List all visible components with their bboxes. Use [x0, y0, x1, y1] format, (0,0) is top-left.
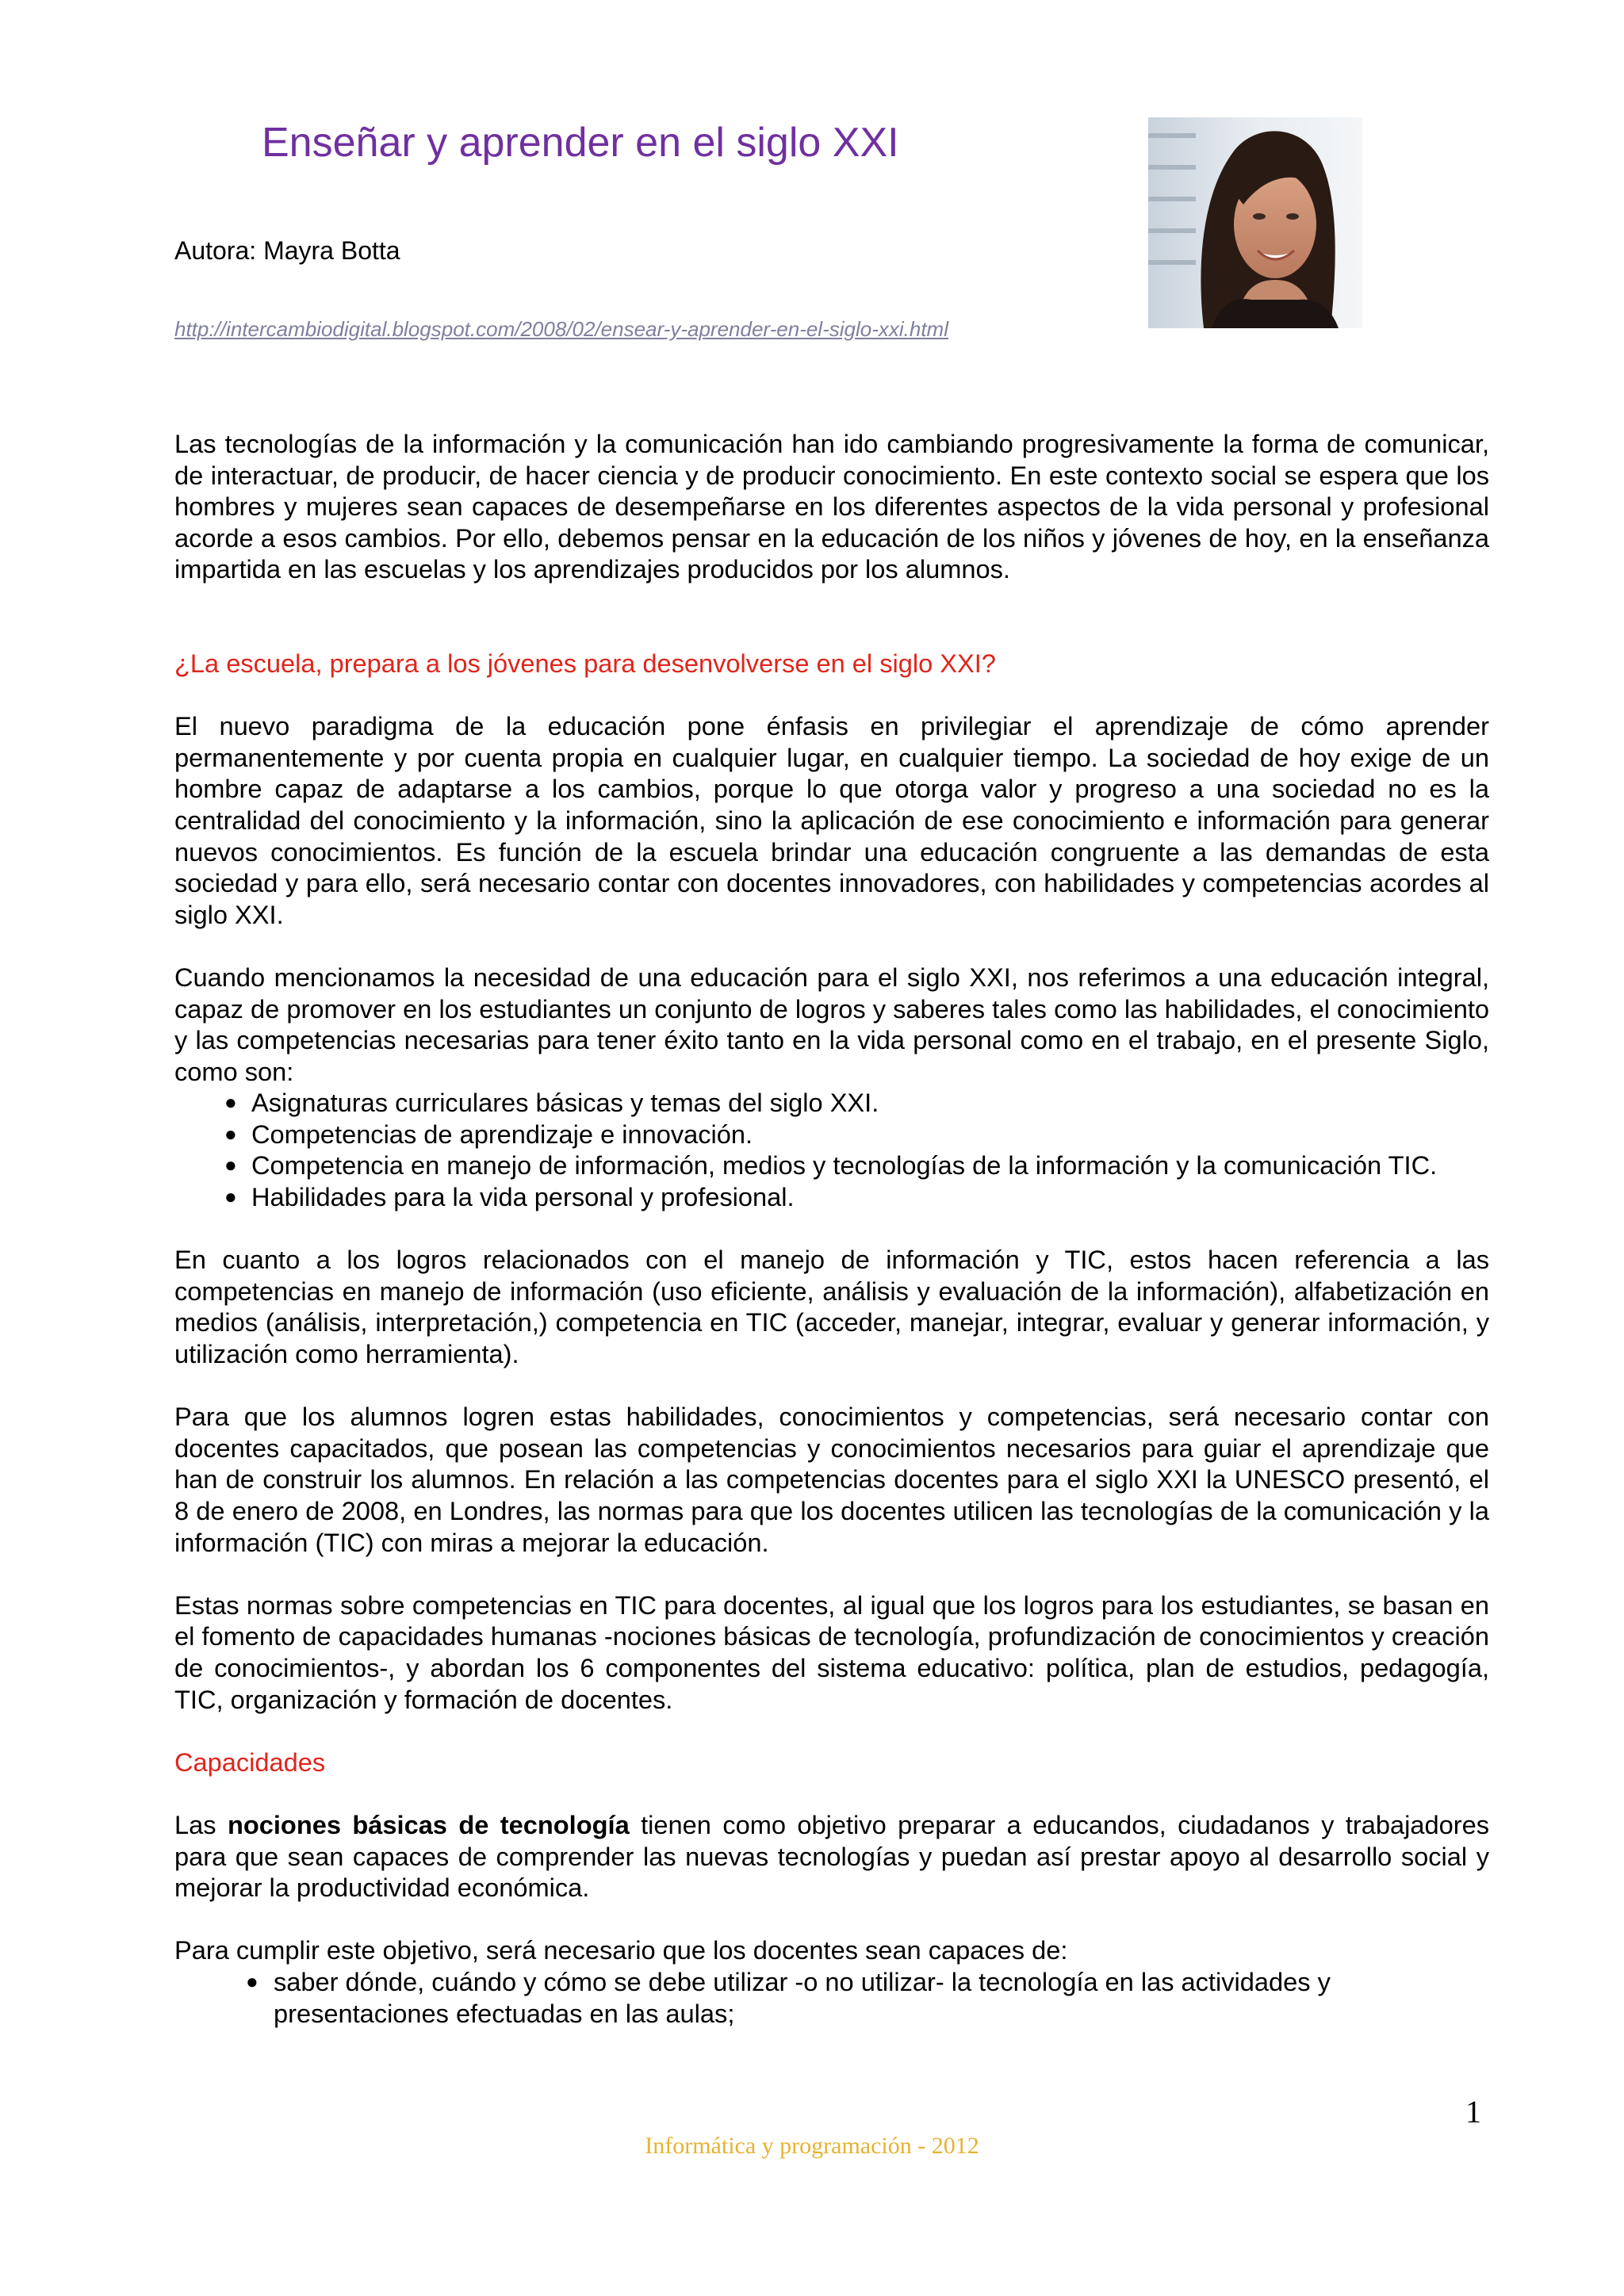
paragraph-unesco: Para que los alumnos logren estas habilidades, conocimientos y competencias, será necesario contar con docentes capacitados, que posean las competencias y conocimientos necesarios para guiar el aprendizaje que han de construir los alumnos. En relación a las competencias docentes para el siglo XXI la UNESCO presentó, el 8 de enero de 2008, en Londres, las normas para que los docentes utilicen las tecnologías de la comunicación y la información (TIC) con miras a mejorar la educación.	[174, 1402, 1489, 1557]
bullet-icon: ●	[246, 1969, 259, 1993]
page-number: 1	[1465, 2094, 1481, 2130]
bullet-icon: ●	[224, 1153, 237, 1177]
source-link[interactable]: http://intercambiodigital.blogspot.com/2008/02/ensear-y-aprender-en-el-siglo-xxi.html	[174, 317, 948, 341]
paragraph-tic-achievements: En cuanto a los logros relacionados con el manejo de información y TIC, estos hacen referencia a las competencias en manejo de información (uso eficiente, análisis y evaluación de la información), alfabetización en medios (análisis, interpretación,) competencia en TIC (acceder, manejar, integrar, evaluar y generar información, y utilización como herramienta).	[174, 1245, 1489, 1369]
document-body	[174, 428, 1489, 2061]
list-item: ● Competencia en manejo de información, medios y tecnologías de la información y la comunicación TIC.	[224, 1150, 1438, 1181]
section-heading-question: ¿La escuela, prepara a los jóvenes para desenvolverse en el siglo XXI?	[174, 648, 996, 678]
paragraph-standards: Estas normas sobre competencias en TIC para docentes, al igual que los logros para los estudiantes, se basan en el fomento de capacidades humanas -nociones básicas de tecnología, profundización de conocimientos y creación de conocimientos-, y abordan los 6 componentes del sistema educativo: política, plan de estudios, pedagogía, TIC, organización y formación de docentes.	[174, 1590, 1489, 1714]
bullet-icon: ●	[224, 1184, 237, 1209]
paragraph-intro: Las tecnologías de la información y la comunicación han ido cambiando progresivamente la forma de comunicar, de interactuar, de producir, de hacer ciencia y de producir conocimiento. En este contexto social se espera que los hombres y mujeres sean capaces de desempeñarse en los diferentes aspectos de la vida personal y profesional acorde a esos cambios. Por ello, debemos pensar en la educación de los niños y jóvenes de hoy, en la enseñanza impartida en las escuelas y los aprendizajes producidos por los alumnos.	[174, 429, 1489, 584]
list-item: ● Asignaturas curriculares básicas y temas del siglo XXI.	[224, 1088, 879, 1118]
bullet-icon: ●	[224, 1121, 237, 1146]
list-item: ● Competencias de aprendizaje e innovación.	[224, 1119, 753, 1149]
bullet-icon: ●	[224, 1090, 237, 1115]
paragraph-paradigm: El nuevo paradigma de la educación pone énfasis en privilegiar el aprendizaje de cómo aprender permanentemente y por cuenta propia en cualquier lugar, en cualquier tiempo. La sociedad de hoy exige de un hombre capaz de adaptarse a los cambios, porque lo que otorga valor y progreso a una sociedad no es la centralidad del conocimiento y la información, sino la aplicación de ese conocimiento e información para generar nuevos conocimientos. Es función de la escuela brindar una educación congruente a las demandas de esta sociedad y para ello, será necesario contar con docentes innovadores, con habilidades y competencias acordes al siglo XXI.	[174, 711, 1489, 929]
author-line: Autora: Mayra Botta	[174, 236, 400, 265]
section-heading-capacidades: Capacidades	[174, 1747, 326, 1777]
author-photo	[1148, 117, 1362, 328]
page-footer: Informática y programación - 2012	[645, 2133, 979, 2159]
list-item: ● Habilidades para la vida personal y profesional.	[224, 1182, 795, 1212]
author-portrait-image	[1148, 117, 1362, 328]
list-item: ● saber dónde, cuándo y cómo se debe utilizar -o no utilizar- la tecnología en las actividades y presentaciones efectuadas en las aulas;	[246, 1966, 1331, 2028]
bold-term: nociones básicas de tecnología	[227, 1809, 630, 1839]
bullet-list-achievements	[174, 1087, 1489, 1212]
paragraph-integral-education: Cuando mencionamos la necesidad de una educación para el siglo XXI, nos referimos a una educación integral, capaz de promover en los estudiantes un conjunto de logros y saberes tales como las habilidades, el conocimiento y las competencias necesarias para tener éxito tanto en la vida personal como en el trabajo, en el presente Siglo, como son:	[174, 962, 1489, 1086]
bullet-list-teacher-skills	[174, 1966, 1489, 2029]
page-title: Enseñar y aprender en el siglo XXI	[262, 120, 899, 166]
paragraph-objective: Para cumplir este objetivo, será necesario que los docentes sean capaces de:	[174, 1935, 1068, 1965]
paragraph-basic-notions: Las nociones básicas de tecnología tienen como objetivo preparar a educandos, ciudadanos y trabajadores para que sean capaces de comprender las nuevas tecnologías y puedan así prestar apoyo al desarrollo social y mejorar la productividad económica.	[174, 1809, 1489, 1903]
